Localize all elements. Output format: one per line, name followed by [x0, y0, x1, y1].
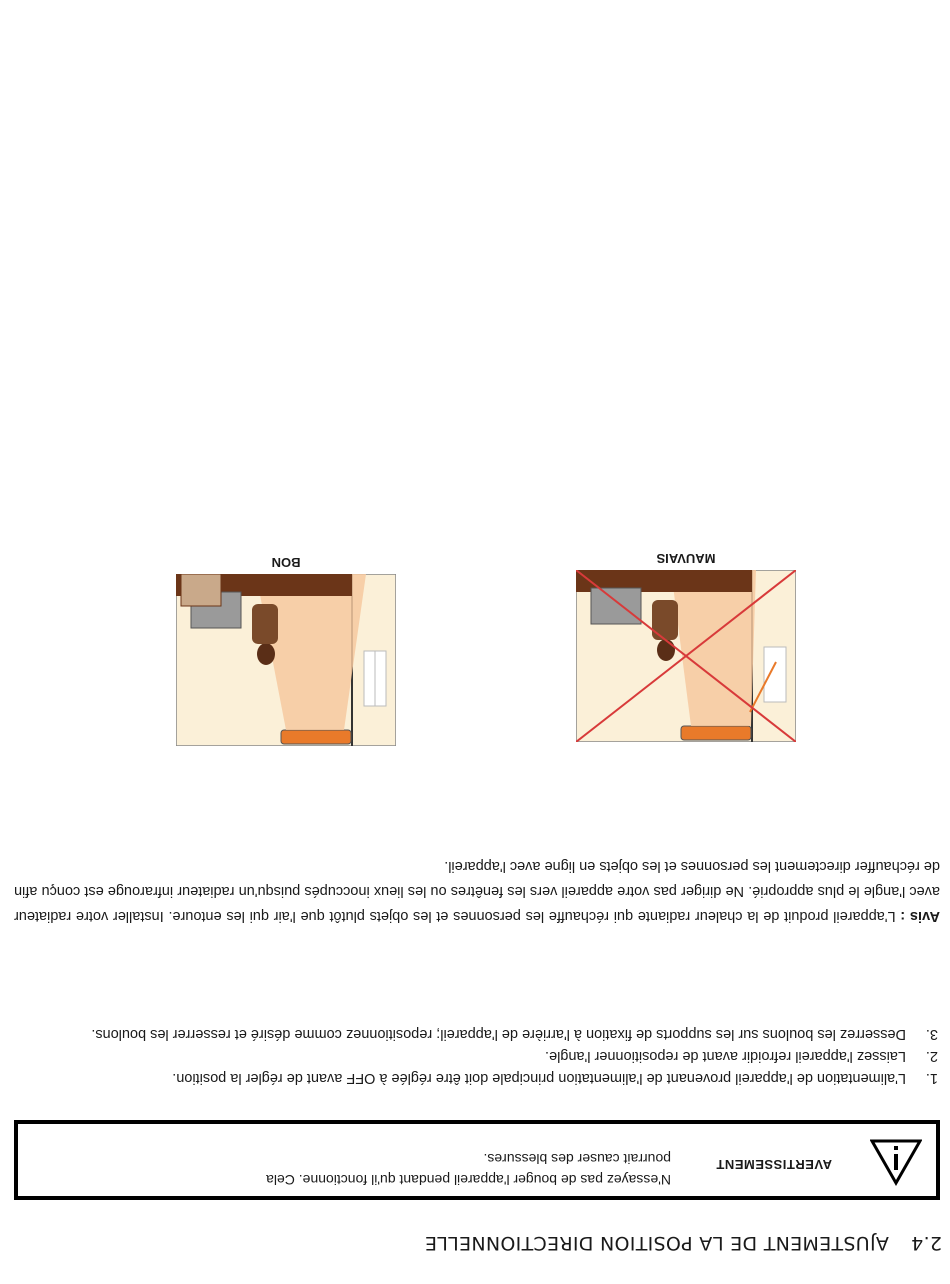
step-number: 2.	[925, 1048, 938, 1064]
warning-triangle-icon	[870, 1138, 922, 1186]
section-heading	[425, 1232, 942, 1254]
figure-bon	[176, 555, 396, 746]
steps-list	[38, 1023, 938, 1089]
step-number: 3.	[925, 1026, 938, 1042]
notice-paragraph	[14, 853, 940, 928]
warning-text: N'essayez pas de bouger l'appareil pendant qu'il fonctionne. Cela pourrait causer des blessures.	[266, 1151, 671, 1188]
step-item	[38, 1067, 938, 1089]
bon-illustration	[176, 574, 396, 746]
section-title: AJUSTEMENT DE LA POSITION DIRECTIONNELLE	[424, 1232, 889, 1254]
section-number: 2.4	[910, 1232, 942, 1254]
step-number: 1.	[925, 1070, 938, 1086]
step-text: Laissez l'appareil refroidir avant de repositionner l'angle.	[545, 1048, 906, 1064]
warning-box	[14, 1120, 940, 1200]
notice-label: Avis :	[900, 908, 940, 924]
figure-caption: MAUVAIS	[656, 551, 716, 566]
notice-text: L'appareil produit de la chaleur radiante qui réchauffe les personnes et les objets plutôt que l'air qui les entoure. Installer votre radiateur avec l'angle le plus approprié. Ne diriger pas votre appareil vers les fenêtres ou les lieux inoccupés puisqu'un radiateur infrarouge est conçu afin de réchauffer directement les personnes et les objets en ligne avec l'appareil.	[14, 858, 940, 924]
step-item	[38, 1045, 938, 1067]
step-item	[38, 1023, 938, 1045]
figure-mauvais	[576, 551, 796, 742]
step-text: Desserrez les boulons sur les supports de fixation à l'arrière de l'appareil; repositionnez comme désiré et resserrer les boulons.	[91, 1026, 906, 1042]
warning-label: AVERTISSEMENT	[715, 1157, 832, 1172]
mauvais-illustration	[576, 570, 796, 742]
step-text: L'alimentation de l'appareil provenant de l'alimentation principale doit être réglée à OFF avant de régler la position.	[172, 1070, 906, 1086]
figure-caption: BON	[271, 555, 301, 570]
